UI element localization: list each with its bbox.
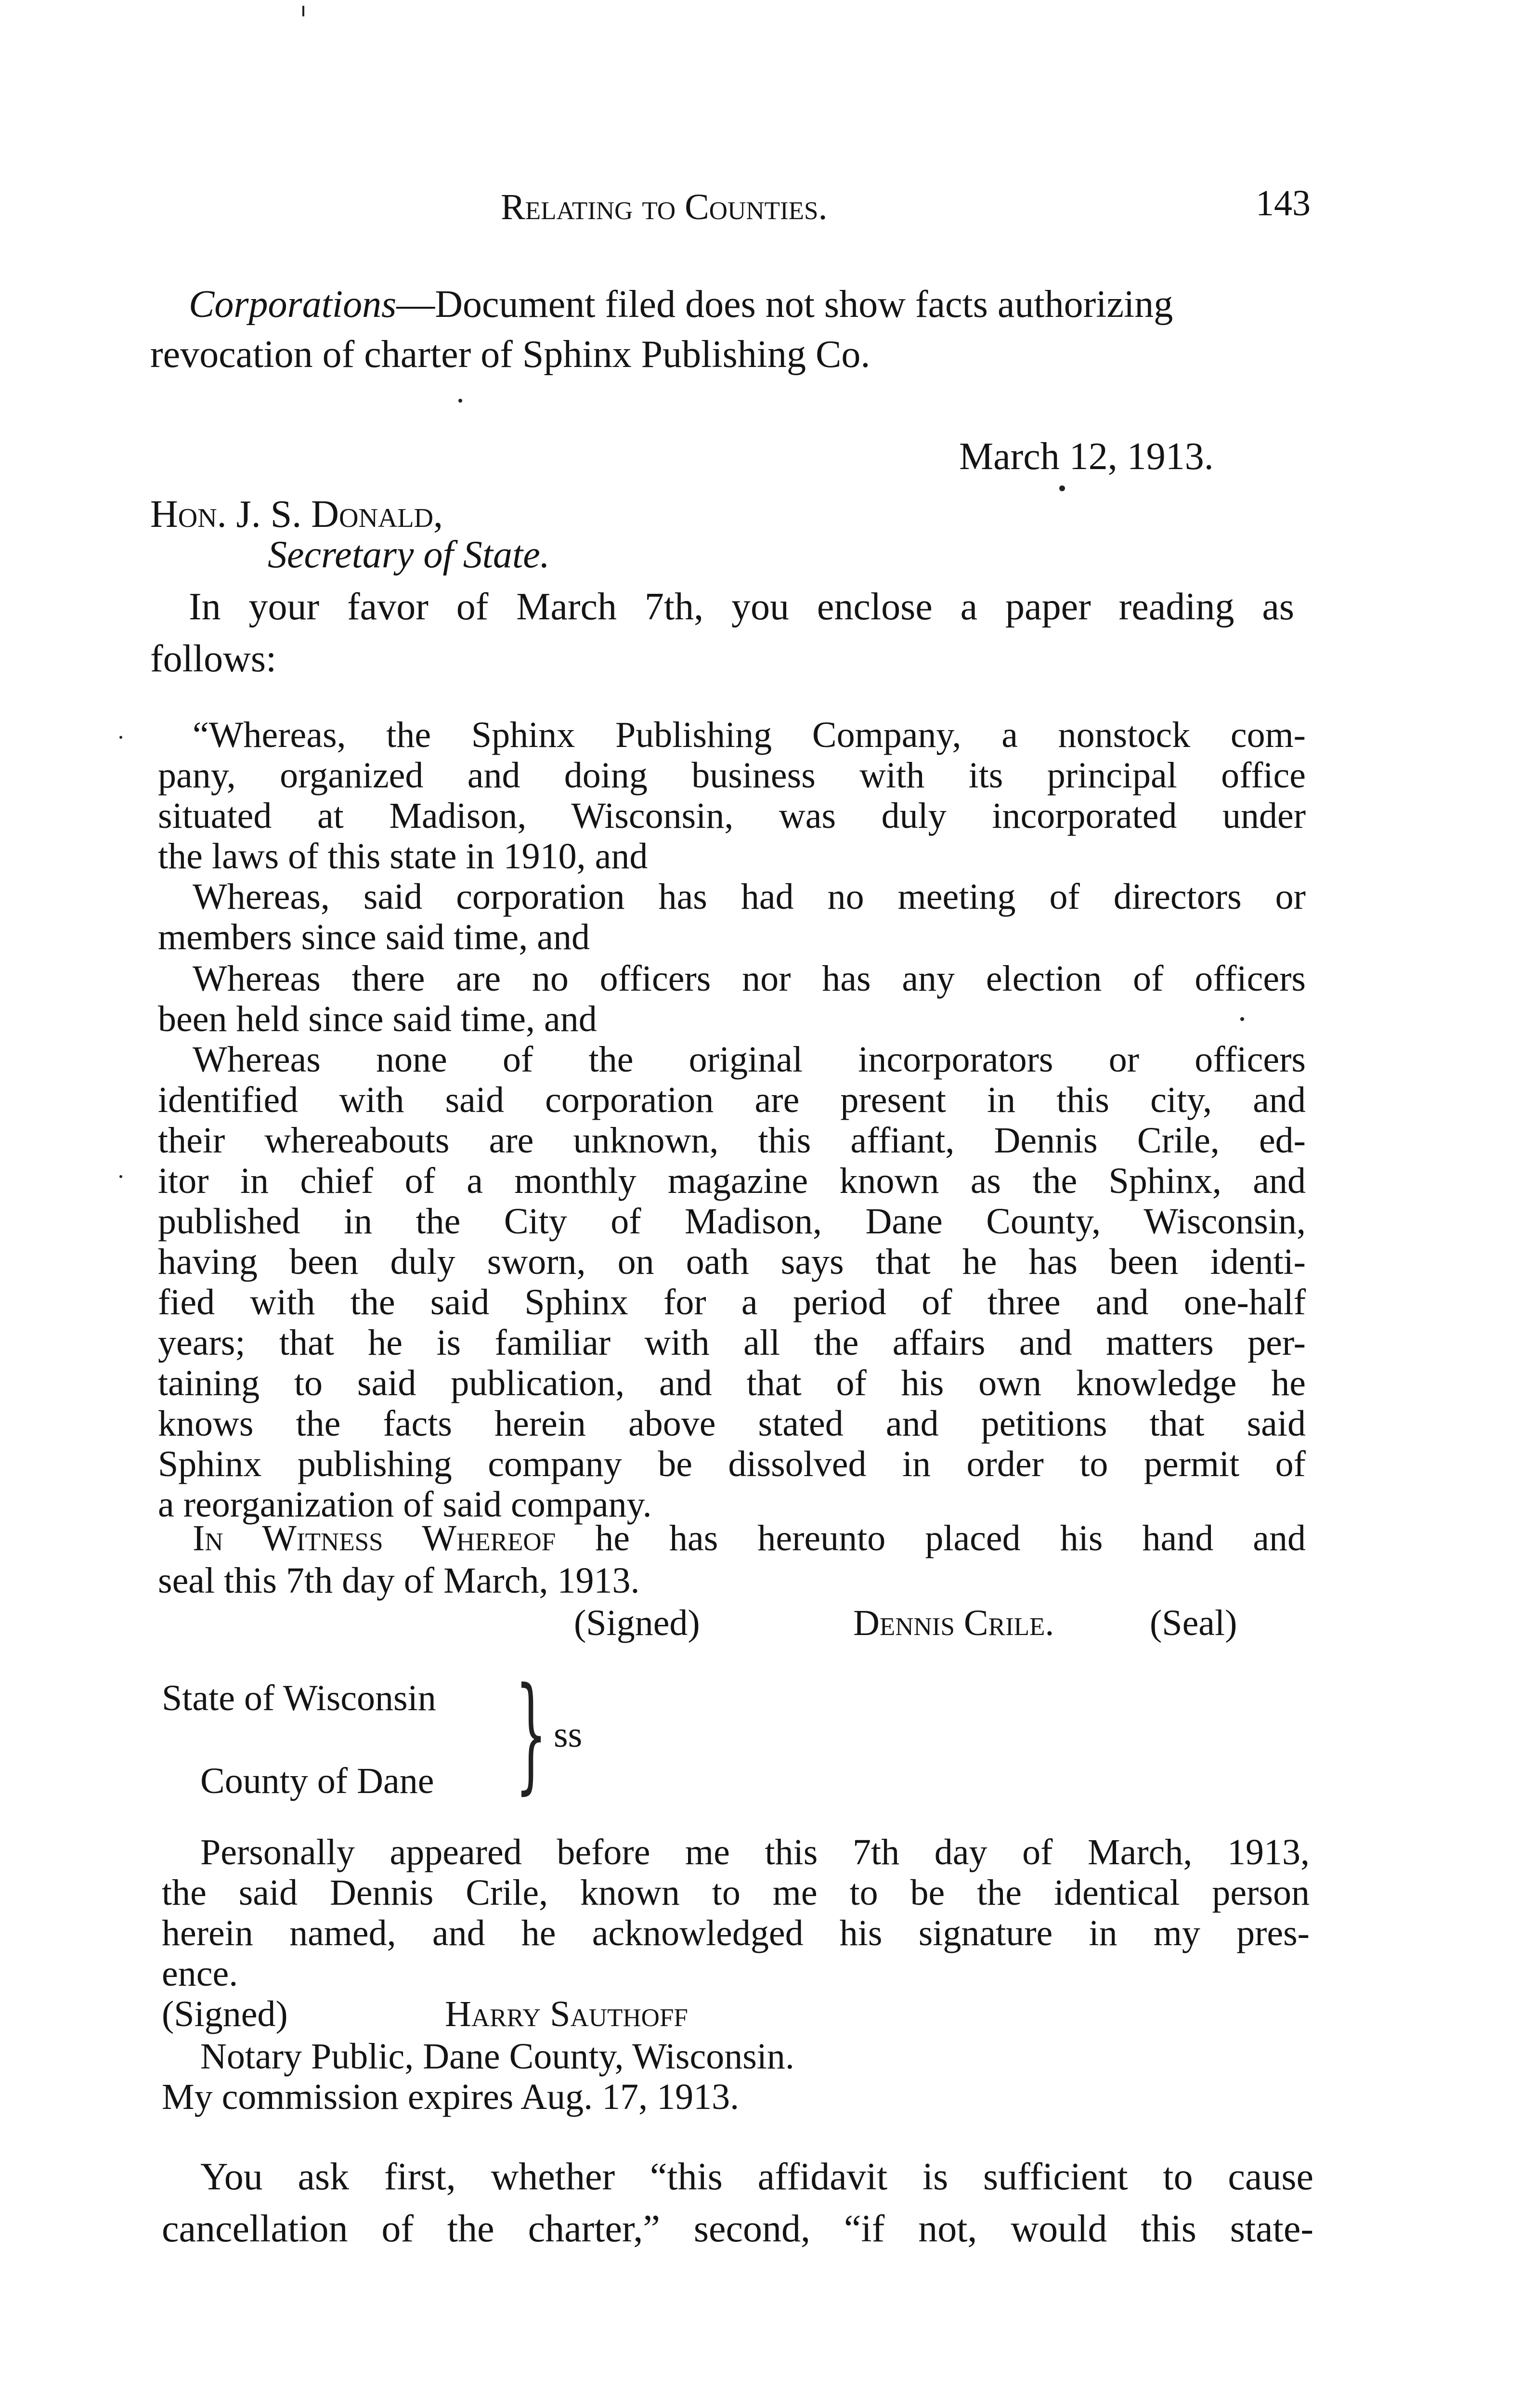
affidavit-line: a reorganization of said company. (158, 1484, 652, 1525)
affidavit-signer: Dennis Crile. (853, 1603, 1054, 1643)
notary-title: Notary Public, Dane County, Wisconsin. (200, 2036, 794, 2077)
notary-commission: My commission expires Aug. 17, 1913. (162, 2077, 740, 2117)
jurat-line: ence. (162, 1953, 238, 1994)
headnote-subject: Corporations (189, 283, 397, 326)
closing-line-2: cancellation of the charter,” second, “if not, would this state- (162, 2208, 1313, 2250)
affidavit-seal: (Seal) (1150, 1603, 1237, 1643)
affidavit-line: Whereas, said corporation has had no meeting of directors or (193, 877, 1306, 917)
intro-line-1: In your favor of March 7th, you enclose a paper reading as (189, 586, 1294, 628)
scan-speck (458, 399, 462, 403)
affidavit-line: identified with said corporation are present in this city, and (158, 1080, 1306, 1120)
affidavit-signed-label: (Signed) (574, 1603, 700, 1643)
affidavit-line: their whereabouts are unknown, this affiant, Dennis Crile, ed- (158, 1120, 1306, 1161)
scan-speck (119, 1175, 122, 1178)
addressee-title: Secretary of State. (268, 534, 550, 576)
headnote-line-2: revocation of charter of Sphinx Publishing Co. (150, 333, 870, 376)
affidavit-line: “Whereas, the Sphinx Publishing Company, a nonstock com- (193, 715, 1306, 755)
page-number: 143 (1256, 183, 1311, 223)
headnote-dash: — (396, 283, 435, 326)
affidavit-line: Sphinx publishing company be dissolved in order to permit of (158, 1444, 1306, 1484)
running-title: Relating to Counties. (501, 187, 828, 227)
witness-lead: In Witness Whereof (193, 1518, 556, 1558)
headnote-line-1 (189, 285, 1173, 324)
scan-speck (1240, 1017, 1244, 1021)
venue-ss: ss (554, 1714, 583, 1755)
venue-county: County of Dane (200, 1761, 434, 1801)
witness-line-2: seal this 7th day of March, 1913. (158, 1560, 640, 1601)
scan-speck (302, 6, 304, 16)
scan-speck (119, 736, 122, 739)
affidavit-line: Whereas none of the original incorporators or officers (193, 1039, 1306, 1080)
jurat-signed-label: (Signed) (162, 1994, 288, 2034)
affidavit-line: taining to said publication, and that of his own knowledge he (158, 1363, 1306, 1403)
affidavit-line: having been duly sworn, on oath says that he has been identi- (158, 1242, 1306, 1282)
venue-state: State of Wisconsin (162, 1678, 436, 1718)
affidavit-line: years; that he is familiar with all the affairs and matters per- (158, 1322, 1306, 1363)
affidavit-line: published in the City of Madison, Dane County, Wisconsin, (158, 1201, 1306, 1242)
scan-speck (1059, 485, 1065, 491)
jurat-line: herein named, and he acknowledged his signature in my pres- (162, 1913, 1310, 1953)
affidavit-line: itor in chief of a monthly magazine known as the Sphinx, and (158, 1161, 1306, 1201)
jurat-line: Personally appeared before me this 7th day of March, 1913, (200, 1832, 1310, 1872)
affidavit-line: situated at Madison, Wisconsin, was duly incorporated under (158, 796, 1306, 836)
addressee-name: Hon. J. S. Donald, (150, 493, 443, 536)
affidavit-line: pany, organized and doing business with its principal office (158, 755, 1306, 796)
headnote-text: Document filed does not show facts authorizing (435, 283, 1173, 326)
notary-name: Harry Sauthoff (445, 1994, 688, 2034)
closing-line-1: You ask first, whether “this affidavit is sufficient to cause (200, 2156, 1313, 2198)
jurat-line: the said Dennis Crile, known to me to be the identical person (162, 1872, 1310, 1913)
witness-rest: he has hereunto placed his hand and (556, 1518, 1306, 1558)
affidavit-line: members since said time, and (158, 917, 590, 957)
affidavit-line: fied with the said Sphinx for a period of three and one-half (158, 1282, 1306, 1322)
affidavit-line: knows the facts herein above stated and petitions that said (158, 1403, 1306, 1444)
venue-brace: } (515, 1661, 547, 1806)
letter-date: March 12, 1913. (959, 435, 1214, 478)
intro-line-2: follows: (150, 638, 277, 680)
affidavit-line: Whereas there are no officers nor has any election of officers (193, 958, 1306, 999)
affidavit-line: the laws of this state in 1910, and (158, 836, 648, 877)
affidavit-line: been held since said time, and (158, 999, 597, 1039)
witness-line-1 (193, 1520, 1306, 1557)
